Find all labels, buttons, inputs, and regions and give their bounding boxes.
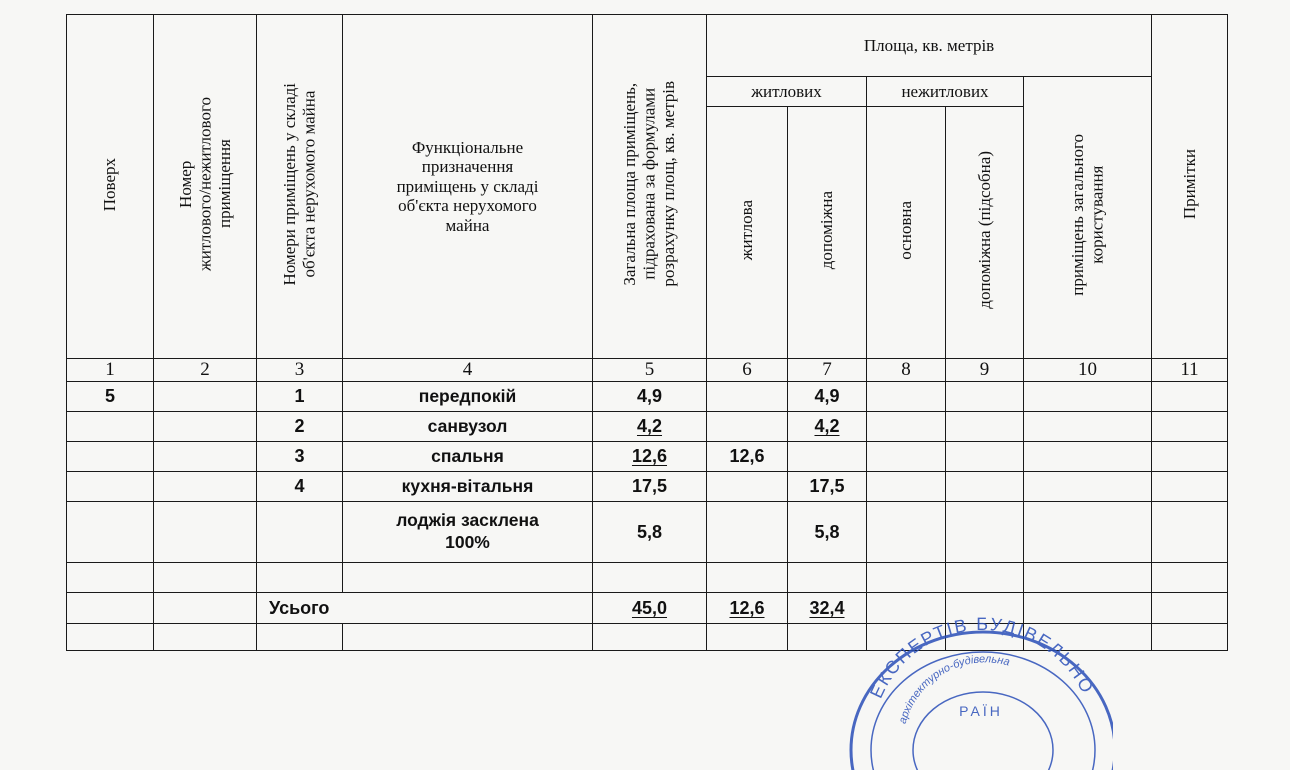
function-cell: спальня xyxy=(343,442,593,472)
table-row xyxy=(67,412,1228,442)
empty-cell xyxy=(867,502,946,563)
empty-cell xyxy=(946,472,1024,502)
premises-cell xyxy=(154,442,257,472)
living-area-cell: 12,6 xyxy=(707,442,788,472)
empty-cell xyxy=(1152,593,1228,624)
function-cell: лоджія засклена 100% xyxy=(343,502,593,563)
empty-cell xyxy=(1152,624,1228,651)
col-number: 4 xyxy=(343,359,593,382)
empty-cell xyxy=(946,563,1024,593)
aux-area-cell xyxy=(788,442,867,472)
col-number: 7 xyxy=(788,359,867,382)
header-premises-number: Номер житлового/нежитлового приміщення xyxy=(154,15,257,359)
empty-cell xyxy=(946,412,1024,442)
col-number: 6 xyxy=(707,359,788,382)
empty-cell xyxy=(343,563,593,593)
table-row xyxy=(67,624,1228,651)
col-number: 1 xyxy=(67,359,154,382)
empty-cell xyxy=(867,624,946,651)
empty-cell xyxy=(867,382,946,412)
col-number: 10 xyxy=(1024,359,1152,382)
table-row xyxy=(67,442,1228,472)
living-area-cell xyxy=(707,382,788,412)
total-area-cell: 5,8 xyxy=(593,502,707,563)
header-total-area: Загальна площа приміщень, підрахована за формулами розрахунку площ, кв. метрів xyxy=(593,15,707,359)
empty-cell xyxy=(257,563,343,593)
totals-total-area: 45,0 xyxy=(593,593,707,624)
aux-area-cell: 5,8 xyxy=(788,502,867,563)
empty-cell xyxy=(707,563,788,593)
living-area-cell xyxy=(707,412,788,442)
header-auxiliary-utility: допоміжна (підсобна) xyxy=(946,107,1024,359)
empty-cell xyxy=(946,593,1024,624)
empty-cell xyxy=(1024,502,1152,563)
totals-living-area: 12,6 xyxy=(707,593,788,624)
totals-row xyxy=(67,593,1228,624)
premises-cell xyxy=(154,502,257,563)
empty-cell xyxy=(67,624,154,651)
empty-cell xyxy=(1024,472,1152,502)
seal-outer-text: ЕКСПЕРТІВ БУДІВЕЛЬНО xyxy=(866,613,1099,702)
floor-cell xyxy=(67,472,154,502)
empty-cell xyxy=(867,442,946,472)
empty-cell xyxy=(1152,412,1228,442)
function-cell: санвузол xyxy=(343,412,593,442)
empty-cell xyxy=(867,563,946,593)
premises-cell xyxy=(154,472,257,502)
header-living: житлова xyxy=(707,107,788,359)
empty-cell xyxy=(1024,563,1152,593)
empty-cell xyxy=(1152,382,1228,412)
empty-cell xyxy=(67,593,154,624)
empty-cell xyxy=(867,412,946,442)
header-floor: Поверх xyxy=(67,15,154,359)
col-number: 11 xyxy=(1152,359,1228,382)
aux-area-cell: 17,5 xyxy=(788,472,867,502)
living-area-cell xyxy=(707,502,788,563)
empty-cell xyxy=(1024,382,1152,412)
svg-text:архітектурно-будівельна xyxy=(897,653,1011,725)
empty-cell xyxy=(867,472,946,502)
empty-cell xyxy=(946,502,1024,563)
header-room-numbers: Номери приміщень у складі об'єкта нерухомого майна xyxy=(257,15,343,359)
premises-cell xyxy=(154,412,257,442)
header-common-use: приміщень загального користування xyxy=(1024,77,1152,359)
empty-cell xyxy=(946,442,1024,472)
empty-cell xyxy=(788,624,867,651)
header-function: Функціональне призначення приміщень у складі об'єкта нерухомого майна xyxy=(343,15,593,359)
empty-cell xyxy=(154,593,257,624)
empty-cell xyxy=(1024,412,1152,442)
col-number: 2 xyxy=(154,359,257,382)
empty-cell xyxy=(154,624,257,651)
area-table xyxy=(66,14,1228,651)
empty-cell xyxy=(1024,442,1152,472)
empty-cell xyxy=(593,563,707,593)
totals-label: Усього xyxy=(257,593,593,624)
total-area-cell: 17,5 xyxy=(593,472,707,502)
seal-middle-text: архітектурно-будівельна xyxy=(896,653,1012,726)
table-row xyxy=(67,472,1228,502)
floor-cell xyxy=(67,442,154,472)
function-cell: передпокій xyxy=(343,382,593,412)
table-row xyxy=(67,382,1228,412)
header-nonresidential-group: нежитлових xyxy=(867,77,1024,107)
room-number-cell: 1 xyxy=(257,382,343,412)
room-number-cell: 4 xyxy=(257,472,343,502)
floor-cell xyxy=(67,412,154,442)
header-main: основна xyxy=(867,107,946,359)
empty-cell xyxy=(867,593,946,624)
header-notes: Примітки xyxy=(1152,15,1228,359)
col-number: 5 xyxy=(593,359,707,382)
seal-inner-text: РАЇН xyxy=(959,703,1003,719)
aux-area-cell: 4,2 xyxy=(788,412,867,442)
header-residential-group: житлових xyxy=(707,77,867,107)
col-number: 3 xyxy=(257,359,343,382)
col-number: 9 xyxy=(946,359,1024,382)
total-area-cell: 12,6 xyxy=(593,442,707,472)
aux-area-cell: 4,9 xyxy=(788,382,867,412)
empty-cell xyxy=(67,563,154,593)
living-area-cell xyxy=(707,472,788,502)
empty-cell xyxy=(946,624,1024,651)
floor-cell xyxy=(67,502,154,563)
table-row xyxy=(67,563,1228,593)
total-area-cell: 4,2 xyxy=(593,412,707,442)
header-auxiliary: допоміжна xyxy=(788,107,867,359)
empty-cell xyxy=(343,624,593,651)
empty-cell xyxy=(154,563,257,593)
room-number-cell: 2 xyxy=(257,412,343,442)
column-number-row xyxy=(67,359,1228,382)
empty-cell xyxy=(1152,502,1228,563)
table-row xyxy=(67,502,1228,563)
empty-cell xyxy=(1024,624,1152,651)
totals-aux-area: 32,4 xyxy=(788,593,867,624)
room-number-cell xyxy=(257,502,343,563)
premises-cell xyxy=(154,382,257,412)
empty-cell xyxy=(1152,563,1228,593)
col-number: 8 xyxy=(867,359,946,382)
room-number-cell: 3 xyxy=(257,442,343,472)
header-area-group: Площа, кв. метрів xyxy=(707,15,1152,77)
empty-cell xyxy=(257,624,343,651)
empty-cell xyxy=(707,624,788,651)
floor-cell: 5 xyxy=(67,382,154,412)
function-cell: кухня-вітальня xyxy=(343,472,593,502)
total-area-cell: 4,9 xyxy=(593,382,707,412)
empty-cell xyxy=(1152,472,1228,502)
empty-cell xyxy=(593,624,707,651)
empty-cell xyxy=(1152,442,1228,472)
empty-cell xyxy=(946,382,1024,412)
empty-cell xyxy=(788,563,867,593)
empty-cell xyxy=(1024,593,1152,624)
